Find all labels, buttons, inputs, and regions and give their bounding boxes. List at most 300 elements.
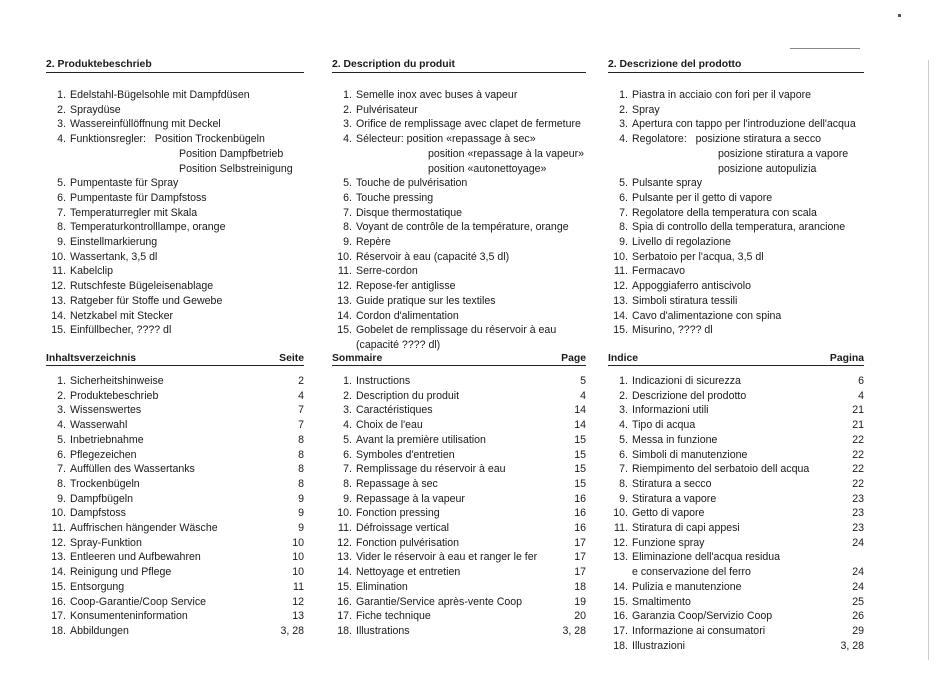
toc-page: 16 [574, 492, 586, 505]
toc-title: Indice [608, 353, 639, 364]
toc-number: 7. [619, 463, 628, 476]
toc-page: 29 [852, 624, 864, 637]
toc-page: 23 [852, 507, 864, 520]
toc-number: 5. [619, 433, 628, 446]
toc-row [332, 403, 586, 418]
toc-title: Konsumenteninformation [70, 610, 188, 623]
list-item [608, 323, 864, 338]
item-number: 3. [619, 118, 628, 131]
toc-row [332, 521, 586, 536]
toc-row [46, 595, 304, 610]
toc-page: 4 [298, 389, 304, 402]
toc-page: 18 [574, 580, 586, 593]
toc-title: Choix de l'eau [356, 419, 423, 432]
list-item [332, 176, 586, 191]
toc-title: Stiratura di capi appesi [632, 522, 740, 535]
item-number: 7. [343, 206, 352, 219]
list-item [608, 117, 864, 132]
item-text: Netzkabel mit Stecker [70, 309, 174, 322]
item-number: 1. [57, 89, 66, 101]
toc-page-label: Page [561, 353, 586, 364]
toc-title: Entsorgung [70, 580, 125, 593]
item-text: Temperaturkontrolllampe, orange [70, 221, 226, 234]
toc-title: Garantie/Service après-vente Coop [356, 595, 523, 608]
item-number: 2. [57, 103, 66, 116]
toc-row [608, 639, 864, 654]
list-item [608, 294, 864, 309]
item-text: Einfüllbecher, ???? dl [70, 324, 172, 337]
item-number: 13. [337, 294, 352, 307]
toc-number: 11. [614, 522, 628, 535]
item-sub-position: Position Selbstreinigung [179, 162, 293, 175]
item-number: 3. [57, 118, 66, 131]
item-text: Wassereinfüllöffnung mit Deckel [70, 118, 221, 131]
item-number: 14. [51, 309, 66, 322]
item-text: Regolatore: posizione stiratura a secco [632, 133, 822, 146]
toc-page: 4 [858, 389, 864, 402]
toc-page: 15 [574, 463, 586, 476]
toc-page: 7 [298, 404, 304, 417]
toc-number: 6. [343, 448, 352, 461]
item-number: 15. [337, 324, 352, 337]
toc-row [46, 448, 304, 463]
list-item [46, 132, 304, 147]
item-number: 5. [57, 177, 66, 190]
toc-page: 14 [574, 419, 586, 432]
toc-page-label: Pagina [829, 353, 864, 364]
list-item [46, 206, 304, 221]
toc-number: 9. [343, 492, 352, 505]
list-item [46, 309, 304, 324]
toc-title: Sommaire [332, 353, 383, 364]
toc-row [332, 580, 586, 595]
toc-number [608, 565, 632, 580]
toc-title: Stiratura a secco [632, 477, 712, 490]
toc-title: Funzione spray [632, 536, 705, 549]
item-sub-position: posizione autopulizia [718, 162, 817, 175]
toc-page: 15 [574, 448, 586, 461]
part-list [332, 88, 586, 353]
toc-row [608, 580, 864, 595]
toc-page: 22 [852, 463, 864, 476]
toc-page: 23 [852, 492, 864, 505]
item-sub-position: position «autonettoyage» [428, 162, 547, 175]
toc-number: 13. [337, 551, 352, 564]
toc-page: 24 [852, 536, 864, 549]
list-item [332, 309, 586, 324]
toc-number: 15. [337, 580, 352, 593]
toc-page: 10 [292, 566, 304, 579]
item-number: 3. [343, 118, 352, 131]
description-column-german [46, 58, 304, 338]
item-number: 12. [51, 280, 66, 293]
toc-title: Abbildungen [70, 624, 129, 637]
toc-title: Informazione ai consumatori [632, 624, 766, 637]
list-item [332, 220, 586, 235]
toc-number: 9. [57, 492, 66, 505]
list-item [46, 279, 304, 294]
toc-title: Messa in funzione [632, 433, 718, 446]
toc-page: 4 [580, 389, 586, 402]
toc-number: 4. [57, 419, 66, 432]
list-item [332, 323, 586, 338]
toc-title: Auffrischen hängender Wäsche [70, 522, 218, 535]
toc-title: Défroissage vertical [356, 522, 450, 535]
toc-row [332, 506, 586, 521]
item-number: 10. [337, 250, 352, 263]
item-number: 11. [52, 265, 66, 278]
list-item [332, 250, 586, 265]
item-text: Cavo d'alimentazione con spina [632, 309, 782, 322]
toc-row [46, 624, 304, 639]
item-number: 9. [343, 236, 352, 249]
item-text: Einstellmarkierung [70, 236, 158, 249]
toc-page: 23 [852, 522, 864, 535]
toc-row [332, 624, 586, 639]
toc-title: Produktebeschrieb [70, 389, 159, 402]
item-text: Spia di controllo della temperatura, arancione [632, 221, 846, 234]
toc-number: 7. [343, 463, 352, 476]
toc-page: 15 [574, 433, 586, 446]
item-number: 4. [619, 133, 628, 146]
toc-title: e conservazione del ferro [632, 566, 751, 579]
list-item [46, 176, 304, 191]
item-number: 13. [613, 294, 628, 307]
item-text: Funktionsregler: Position Trockenbügeln [70, 133, 265, 146]
toc-page: 8 [298, 448, 304, 461]
toc-row [608, 462, 864, 477]
toc-number: 3. [57, 404, 66, 417]
toc-row [46, 477, 304, 492]
toc-row [46, 418, 304, 433]
toc-page: 14 [574, 404, 586, 417]
list-item [46, 103, 304, 118]
toc-title: Sicherheitshinweise [70, 375, 164, 387]
toc-row [608, 389, 864, 404]
toc-page: 25 [852, 595, 864, 608]
item-text: Pumpentaste für Dampfstoss [70, 191, 207, 204]
toc-title: Smaltimento [632, 595, 691, 608]
toc-title: Dampfstoss [70, 507, 126, 520]
toc-page: 22 [852, 448, 864, 461]
part-list [608, 88, 864, 338]
toc-list-german [46, 374, 304, 639]
toc-number: 2. [57, 389, 66, 402]
toc-title: Wissenswertes [70, 404, 142, 417]
toc-row [332, 550, 586, 565]
toc-page: 11 [293, 580, 304, 593]
item-number: 10. [51, 250, 66, 263]
toc-number: 17. [51, 610, 66, 623]
item-text: Spraydüse [70, 103, 121, 116]
toc-number: 5. [343, 433, 352, 446]
list-item [608, 264, 864, 279]
list-item [608, 191, 864, 206]
toc-title: Coop-Garantie/Coop Service [70, 595, 207, 608]
toc-row [332, 565, 586, 580]
item-text: Piastra in acciaio con fori per il vapore [632, 89, 812, 101]
toc-row [46, 374, 304, 389]
item-number: 8. [619, 221, 628, 234]
toc-number: 1. [343, 375, 352, 387]
item-number: 4. [343, 133, 352, 146]
toc-page: 22 [852, 477, 864, 490]
toc-page: 24 [852, 566, 864, 579]
toc-page: 17 [574, 551, 586, 564]
toc-number: 15. [613, 595, 628, 608]
toc-row [46, 492, 304, 507]
item-number: 8. [343, 221, 352, 234]
item-text: Edelstahl-Bügelsohle mit Dampfdüsen [70, 89, 250, 101]
item-number: 12. [337, 280, 352, 293]
toc-number: 8. [57, 477, 66, 490]
toc-number: 1. [619, 375, 628, 387]
item-text: Livello di regolazione [632, 236, 731, 249]
toc-page: 21 [852, 419, 864, 432]
toc-number: 12. [613, 536, 628, 549]
toc-number: 14. [613, 580, 628, 593]
toc-row [332, 477, 586, 492]
toc-row [46, 462, 304, 477]
item-text: Rutschfeste Bügeleisenablage [70, 280, 214, 293]
toc-title: Spray-Funktion [70, 536, 142, 549]
toc-page: 7 [298, 419, 304, 432]
toc-row [608, 521, 864, 536]
toc-number: 1. [57, 375, 66, 387]
toc-row [608, 433, 864, 448]
item-text: Pulvérisateur [356, 103, 418, 116]
list-item [46, 323, 304, 338]
toc-number: 16. [613, 610, 628, 623]
item-text: Cordon d'alimentation [356, 309, 459, 322]
toc-title: Tipo di acqua [632, 419, 696, 432]
toc-title: Trockenbügeln [70, 477, 140, 490]
item-sub-position: Position Dampfbetrieb [179, 147, 284, 160]
toc-row [332, 448, 586, 463]
scan-artifact [790, 48, 860, 49]
toc-page: 3, 28 [280, 624, 304, 637]
toc-number: 9. [619, 492, 628, 505]
list-item [46, 117, 304, 132]
list-item [608, 250, 864, 265]
toc-title: Auffüllen des Wassertanks [70, 463, 195, 476]
toc-page: 21 [852, 404, 864, 417]
toc-number: 14. [337, 566, 352, 579]
toc-number: 6. [619, 448, 628, 461]
list-item [46, 294, 304, 309]
toc-number: 18. [613, 639, 628, 652]
item-number: 11. [338, 265, 352, 278]
list-item [332, 264, 586, 279]
item-sub-position: posizione stiratura a vapore [718, 147, 849, 160]
toc-page: 8 [298, 433, 304, 446]
toc-title: Stiratura a vapore [632, 492, 717, 505]
section-heading: 2. Descrizione del prodotto [608, 58, 864, 73]
toc-row [46, 580, 304, 595]
toc-row [46, 389, 304, 404]
item-text: Simboli stiratura tessili [632, 294, 738, 307]
item-text: Wassertank, 3,5 dl [70, 250, 158, 263]
item-number: 1. [619, 89, 628, 101]
item-text: Kabelclip [70, 265, 113, 278]
item-number: 14. [613, 309, 628, 322]
toc-row [332, 536, 586, 551]
item-number: 12. [613, 280, 628, 293]
toc-title: Wasserwahl [70, 419, 128, 432]
toc-title: Nettoyage et entretien [356, 566, 461, 579]
toc-row [46, 565, 304, 580]
item-number: 14. [337, 309, 352, 322]
toc-page: 22 [852, 433, 864, 446]
list-item [608, 176, 864, 191]
section-heading: 2. Produktebeschrieb [46, 58, 304, 73]
item-continuation: (capacité ???? dl) [356, 338, 441, 351]
toc-title: Eliminazione dell'acqua residua [632, 551, 781, 564]
item-text: Apertura con tappo per l'introduzione dell'acqua [632, 118, 856, 131]
item-text: Repère [356, 236, 391, 249]
item-text: Gobelet de remplissage du réservoir à eau [356, 324, 557, 337]
list-item [46, 235, 304, 250]
list-item [332, 279, 586, 294]
toc-row [46, 521, 304, 536]
toc-number: 7. [57, 463, 66, 476]
toc-number: 3. [343, 404, 352, 417]
toc-number: 12. [51, 536, 66, 549]
toc-title: Indicazioni di sicurezza [632, 375, 741, 387]
toc-number: 17. [337, 610, 352, 623]
toc-row [608, 418, 864, 433]
toc-number: 6. [57, 448, 66, 461]
toc-page: 13 [292, 610, 304, 623]
toc-page: 17 [574, 566, 586, 579]
toc-title: Simboli di manutenzione [632, 448, 748, 461]
item-text: Sélecteur: position «repassage à sec» [356, 133, 536, 146]
toc-row [608, 536, 864, 551]
toc-title: Symboles d'entretien [356, 448, 455, 461]
toc-title: Repassage à la vapeur [356, 492, 465, 505]
toc-title: Informazioni utili [632, 404, 709, 417]
item-number: 2. [343, 103, 352, 116]
toc-title: Reinigung und Pflege [70, 566, 172, 579]
toc-number: 10. [613, 507, 628, 520]
item-number: 9. [619, 236, 628, 249]
toc-title: Elimination [356, 580, 408, 593]
toc-row [332, 418, 586, 433]
toc-title: Repassage à sec [356, 477, 438, 490]
list-item [46, 264, 304, 279]
toc-title: Getto di vapore [632, 507, 705, 520]
item-text: Orifice de remplissage avec clapet de fermeture [356, 118, 581, 131]
toc-page: 8 [298, 463, 304, 476]
toc-row [608, 609, 864, 624]
toc-number: 10. [51, 507, 66, 520]
list-item [46, 191, 304, 206]
toc-title: Remplissage du réservoir à eau [356, 463, 506, 476]
item-text: Serre-cordon [356, 265, 418, 278]
toc-number: 13. [613, 551, 628, 564]
toc-title: Pulizia e manutenzione [632, 580, 742, 593]
scan-artifact [898, 14, 901, 17]
toc-row [608, 448, 864, 463]
toc-number: 2. [343, 389, 352, 402]
item-text: Réservoir à eau (capacité 3,5 dl) [356, 250, 510, 263]
toc-number: 2. [619, 389, 628, 402]
toc-page: 10 [292, 536, 304, 549]
toc-title: Entleeren und Aufbewahren [70, 551, 201, 564]
item-number: 5. [619, 177, 628, 190]
toc-number: 13. [51, 551, 66, 564]
toc-page: 20 [574, 610, 586, 623]
toc-page: 17 [574, 536, 586, 549]
item-text: Voyant de contrôle de la température, orange [356, 221, 569, 234]
toc-number: 8. [619, 477, 628, 490]
list-item [332, 191, 586, 206]
item-text: Misurino, ???? dl [632, 324, 713, 337]
toc-number: 16. [337, 595, 352, 608]
list-item [332, 88, 586, 103]
item-number: 6. [619, 191, 628, 204]
list-item [608, 206, 864, 221]
toc-page: 2 [298, 375, 304, 387]
part-list [46, 88, 304, 338]
item-number: 5. [343, 177, 352, 190]
toc-row [46, 433, 304, 448]
toc-page: 26 [852, 610, 864, 623]
scan-artifact [928, 60, 929, 660]
list-item [332, 206, 586, 221]
list-item [608, 103, 864, 118]
toc-number: 4. [619, 419, 628, 432]
toc-heading-german [46, 352, 304, 366]
toc-row [46, 506, 304, 521]
item-text: Touche pressing [356, 191, 434, 204]
item-number: 7. [57, 206, 66, 219]
toc-page [824, 550, 864, 565]
item-text: Serbatoio per l'acqua, 3,5 dl [632, 250, 764, 263]
toc-number: 17. [613, 624, 628, 637]
list-item [608, 279, 864, 294]
toc-number: 10. [337, 507, 352, 520]
toc-number: 8. [343, 477, 352, 490]
list-item [46, 88, 304, 103]
toc-page: 24 [852, 580, 864, 593]
toc-number: 14. [51, 566, 66, 579]
toc-title: Pflegezeichen [70, 448, 137, 461]
item-number: 7. [619, 206, 628, 219]
toc-row [608, 550, 864, 565]
item-number: 9. [57, 236, 66, 249]
item-text: Touche de pulvérisation [356, 177, 468, 190]
toc-page: 15 [574, 477, 586, 490]
toc-number: 5. [57, 433, 66, 446]
list-item [46, 250, 304, 265]
toc-title: Riempimento del serbatoio dell acqua [632, 463, 810, 476]
toc-page: 6 [858, 375, 864, 387]
toc-title: Illustrazioni [632, 639, 685, 652]
toc-row [332, 389, 586, 404]
toc-heading-italian [608, 352, 864, 366]
description-column-french [332, 58, 586, 353]
toc-number: 4. [343, 419, 352, 432]
toc-row [46, 550, 304, 565]
item-number: 15. [613, 324, 628, 337]
item-text: Pulsante spray [632, 177, 703, 190]
item-text: Repose-fer antiglisse [356, 280, 456, 293]
list-item [608, 88, 864, 103]
toc-title: Caractéristiques [356, 404, 433, 417]
toc-row [608, 374, 864, 389]
list-item [332, 294, 586, 309]
